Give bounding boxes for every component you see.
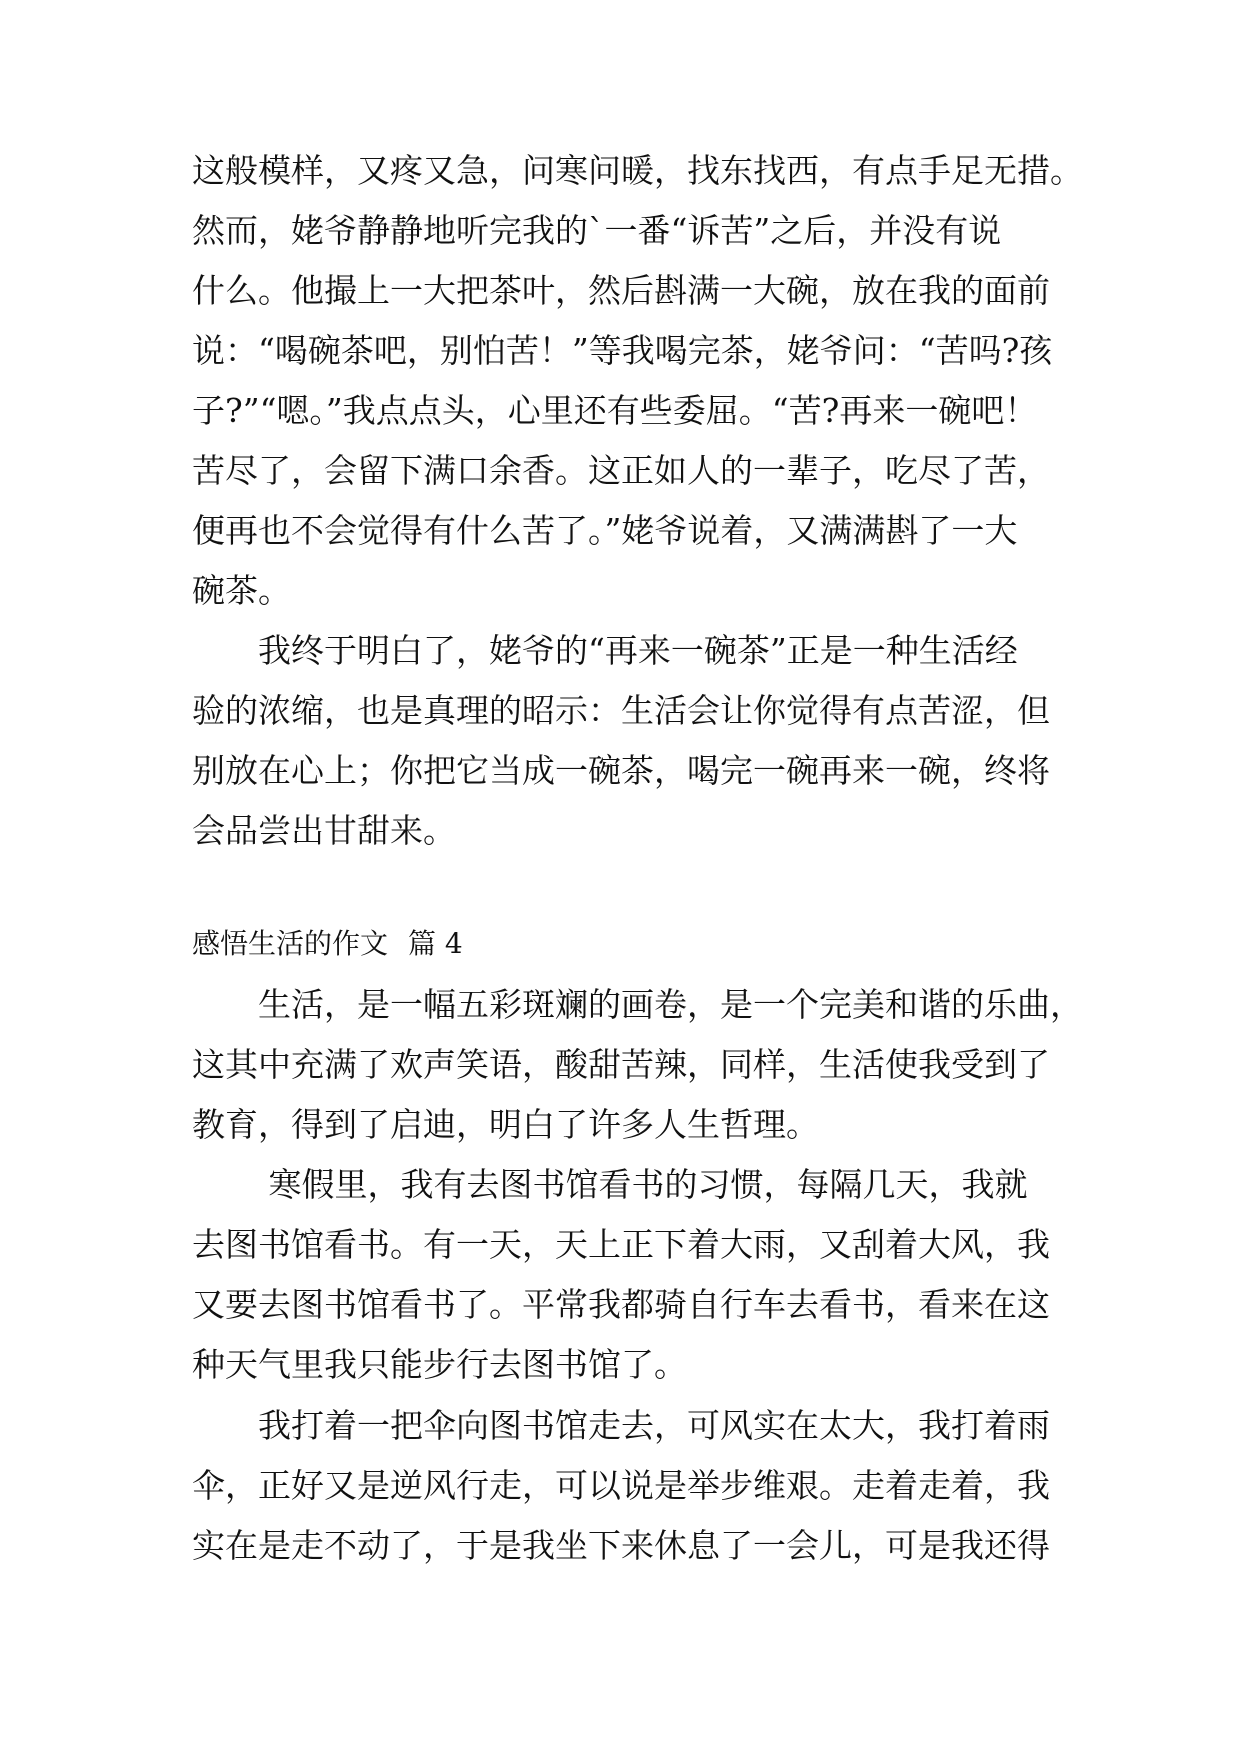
- text-line: 然而，姥爷静静地听完我的`一番“诉苦”之后，并没有说: [192, 211, 1002, 250]
- text-line: 会品尝出甘甜来。: [192, 811, 456, 850]
- section-number: 篇 4: [408, 927, 463, 960]
- text-line: 我终于明白了，姥爷的“再来一碗茶”正是一种生活经: [192, 631, 1018, 670]
- text-line: 验的浓缩，也是真理的昭示：生活会让你觉得有点苦涩，但: [192, 691, 1050, 730]
- text-line: 去图书馆看书。有一天，天上正下着大雨，又刮着大风，我: [192, 1225, 1050, 1264]
- text-line: 生活，是一幅五彩斑斓的画卷，是一个完美和谐的乐曲，: [192, 985, 1083, 1024]
- text-line: 苦尽了，会留下满口余香。这正如人的一辈子，吃尽了苦，: [192, 451, 1050, 490]
- text-line: 什么。他撮上一大把茶叶，然后斟满一大碗，放在我的面前: [192, 271, 1050, 310]
- text-line: 子?”“嗯。”我点点头，心里还有些委屈。“苦?再来一碗吧！: [192, 391, 1038, 430]
- text-line: 这般模样，又疼又急，问寒问暖，找东找西，有点手足无措。: [192, 151, 1083, 190]
- text-line: 这其中充满了欢声笑语，酸甜苦辣，同样，生活使我受到了: [192, 1045, 1050, 1084]
- text-line: 伞，正好又是逆风行走，可以说是举步维艰。走着走着，我: [192, 1466, 1050, 1505]
- text-line: 种天气里我只能步行去图书馆了。: [192, 1345, 687, 1384]
- text-line: 寒假里，我有去图书馆看书的习惯，每隔几天，我就: [192, 1165, 1028, 1204]
- section-title: 感悟生活的作文: [192, 927, 389, 960]
- section-heading: [192, 924, 1072, 964]
- section-heading-line: [192, 924, 463, 964]
- text-line: 碗茶。: [192, 571, 291, 610]
- text-line: 我打着一把伞向图书馆走去，可风实在太大，我打着雨: [192, 1406, 1050, 1445]
- text-line: 便再也不会觉得有什么苦了。”姥爷说着，又满满斟了一大: [192, 511, 1018, 550]
- text-line: 实在是走不动了，于是我坐下来休息了一会儿，可是我还得: [192, 1526, 1050, 1565]
- text-line: 别放在心上；你把它当成一碗茶，喝完一碗再来一碗，终将: [192, 751, 1050, 790]
- text-line: 又要去图书馆看书了。平常我都骑自行车去看书，看来在这: [192, 1285, 1050, 1324]
- text-line: 教育，得到了启迪，明白了许多人生哲理。: [192, 1105, 819, 1144]
- text-line: 说：“喝碗茶吧，别怕苦！”等我喝完茶，姥爷问：“苦吗?孩: [192, 331, 1053, 370]
